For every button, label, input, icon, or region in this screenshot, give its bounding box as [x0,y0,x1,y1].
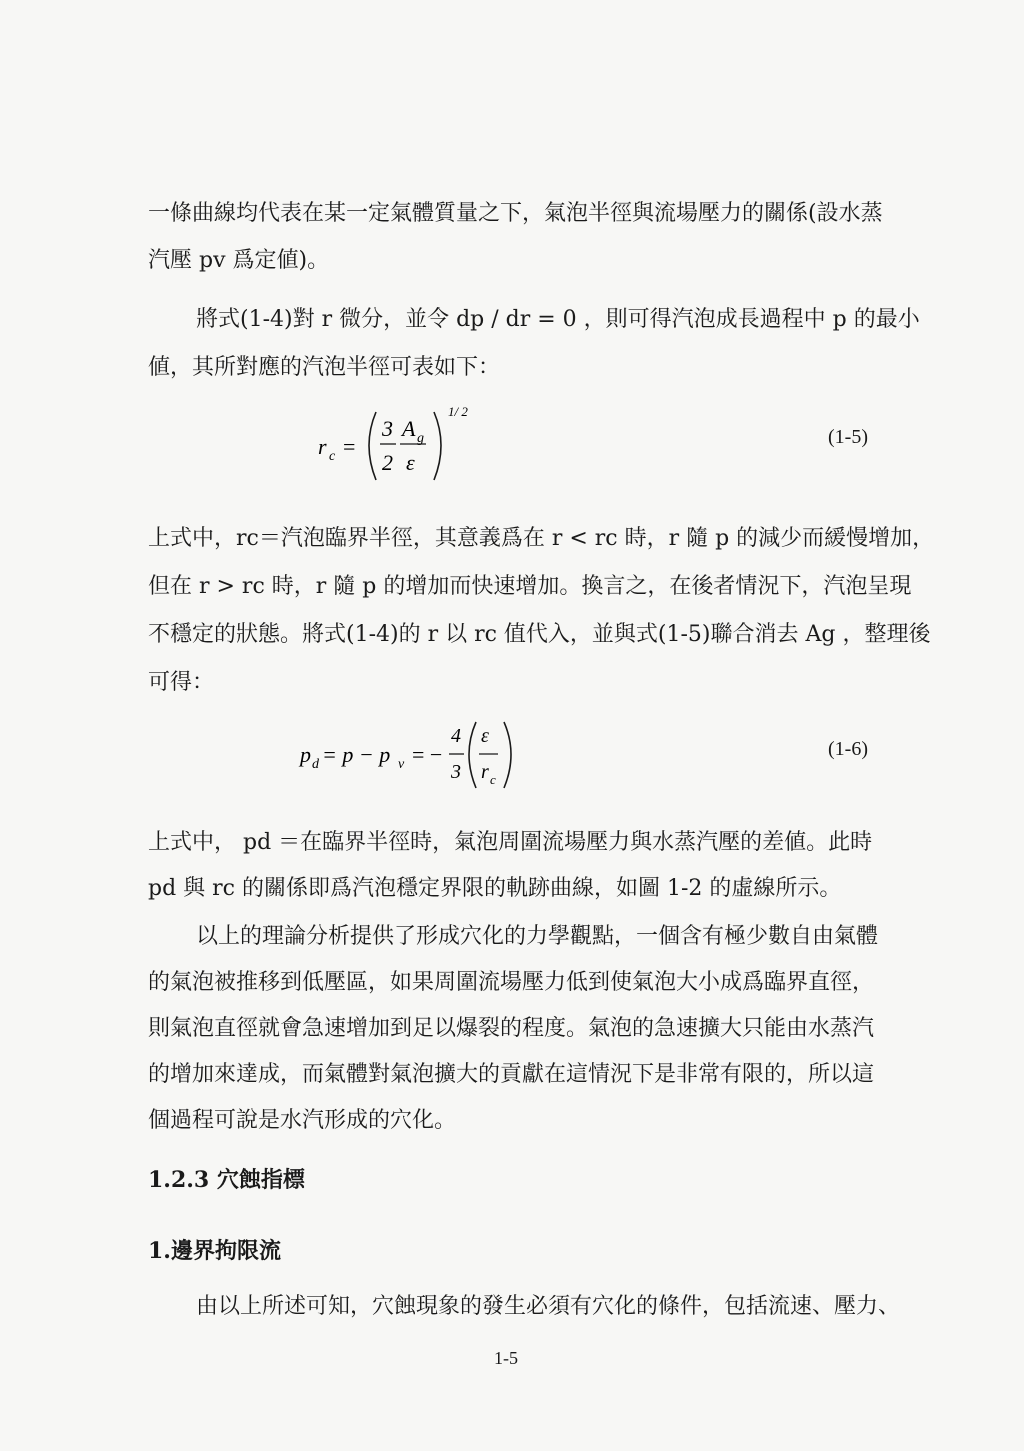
paragraph-line: 但在 r > rc 時，r 隨 p 的增加而快速增加。換言之，在後者情況下，汽泡呈現 [148,574,912,599]
equation-number: (1-6) [828,738,868,760]
paragraph-line: 一條曲線均代表在某一定氣體質量之下，氣泡半徑與流場壓力的關係(設水蒸 [148,201,883,226]
eq1-exp: 1/ 2 [448,404,468,419]
paragraph-line: 由以上所述可知，穴蝕現象的發生必須有穴化的條件，包括流速、壓力、 [196,1294,901,1319]
eq1-den-b: ε [406,450,415,475]
subsection-heading: 1.邊界拘限流 [148,1238,281,1264]
paragraph-line: 的氣泡被推移到低壓區，如果周圍流場壓力低到使氣泡大小成爲臨界直徑， [148,970,875,995]
equation-number: (1-5) [828,426,868,448]
paragraph-line: 則氣泡直徑就會急速增加到足以爆裂的程度。氣泡的急速擴大只能由水蒸汽 [148,1016,875,1041]
eq1-den-a: 2 [382,450,393,475]
eq2-inner-den-sub: c [490,772,496,787]
paragraph-line: 上式中， pd ＝在臨界半徑時，氣泡周圍流場壓力與水蒸汽壓的差値。此時 [148,830,873,855]
paragraph-line: 的增加來達成，而氣體對氣泡擴大的貢獻在這情況下是非常有限的，所以這 [148,1062,875,1087]
eq2-lhs-sub: d [312,757,319,772]
paragraph-line: 可得： [148,670,215,695]
eq2-frac-num: 4 [451,725,461,747]
paragraph-line: 個過程可說是水汽形成的穴化。 [148,1108,457,1133]
eq1-num-a: 3 [382,416,393,441]
paragraph-line: 以上的理論分析提供了形成穴化的力學觀點，一個含有極少數自由氣體 [196,924,879,949]
right-paren [434,412,441,480]
eq2-mid-sub: v [398,757,405,772]
right-paren [504,722,511,788]
equation-1-6-graphic [298,716,528,796]
left-paren [469,722,476,788]
paragraph-line: pd 與 rc 的關係即爲汽泡穩定界限的軌跡曲線，如圖 1-2 的虛線所示。 [148,876,842,901]
left-paren [369,412,376,480]
paragraph-line: 汽壓 pv 爲定値)。 [148,248,330,273]
paragraph-line: 上式中，rc＝汽泡臨界半徑，其意義爲在 r < rc 時，r 隨 p 的減少而緩慢增加， [148,526,935,551]
page-number: 1-5 [494,1348,518,1368]
eq2-lhs: p [300,742,311,767]
eq2-inner-den: r [481,761,489,783]
eq1-lhs-sub: c [329,449,336,464]
eq1-num-b-sub: g [417,431,424,446]
paragraph-line: 不穩定的狀態。將式(1-4)的 r 以 rc 值代入，並與式(1-5)聯合消去 Ag ，整理後 [148,622,931,647]
equation-1-5-graphic [310,400,480,490]
eq2-mid: = p − p [322,742,391,767]
eq2-inner-num: ε [481,725,489,747]
paragraph-line: 將式(1-4)對 r 微分，並令 dp / dr = 0 ，則可得汽泡成長過程中 p 的最小 [196,307,920,332]
svg-text:=: = [343,434,356,459]
eq1-num-b: A [402,416,416,441]
paragraph-line: 値，其所對應的汽泡半徑可表如下： [148,355,501,380]
eq2-eqminus: = − [412,742,443,767]
section-heading: 1.2.3 穴蝕指標 [148,1167,305,1193]
eq2-frac-den: 3 [451,761,461,783]
eq1-lhs: r [318,434,327,459]
